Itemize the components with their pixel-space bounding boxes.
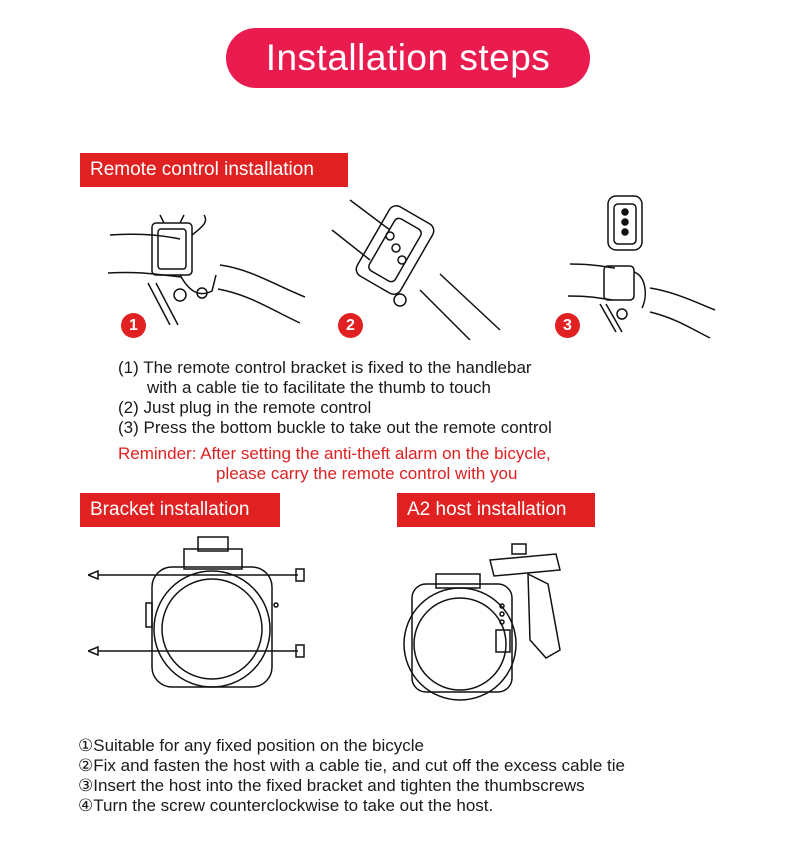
host-notes-list xyxy=(78,736,625,816)
remote-step-3: (3) Press the bottom buckle to take out the remote control xyxy=(118,418,552,437)
note-3: ③Insert the host into the fixed bracket and tighten the thumbscrews xyxy=(78,776,585,795)
page-title: Installation steps xyxy=(226,28,590,88)
section-remote-installation: Remote control installation xyxy=(80,153,348,187)
remote-step-1: (1) The remote control bracket is fixed to the handlebar xyxy=(118,358,532,377)
remote-steps-list xyxy=(118,358,552,438)
reminder-line-1: Reminder: After setting the anti-theft alarm on the bicycle, xyxy=(118,444,551,463)
host-illustration xyxy=(398,540,568,705)
step-badge-1: 1 xyxy=(121,313,146,338)
section-host-installation: A2 host installation xyxy=(397,493,595,527)
bracket-illustration xyxy=(88,535,313,705)
reminder-text xyxy=(118,444,551,484)
note-2: ②Fix and fasten the host with a cable tie, and cut off the excess cable tie xyxy=(78,756,625,775)
remote-remove-illustration xyxy=(560,192,720,342)
remote-bracket-illustration xyxy=(100,205,310,325)
step-badge-2: 2 xyxy=(338,313,363,338)
remote-step-1-cont: with a cable tie to facilitate the thumb to touch xyxy=(147,378,491,397)
section-bracket-installation: Bracket installation xyxy=(80,493,280,527)
step-badge-3: 3 xyxy=(555,313,580,338)
note-1: ①Suitable for any fixed position on the bicycle xyxy=(78,736,424,755)
reminder-line-2: please carry the remote control with you xyxy=(216,464,518,483)
note-4: ④Turn the screw counterclockwise to take out the host. xyxy=(78,796,494,815)
remote-step-2: (2) Just plug in the remote control xyxy=(118,398,372,417)
